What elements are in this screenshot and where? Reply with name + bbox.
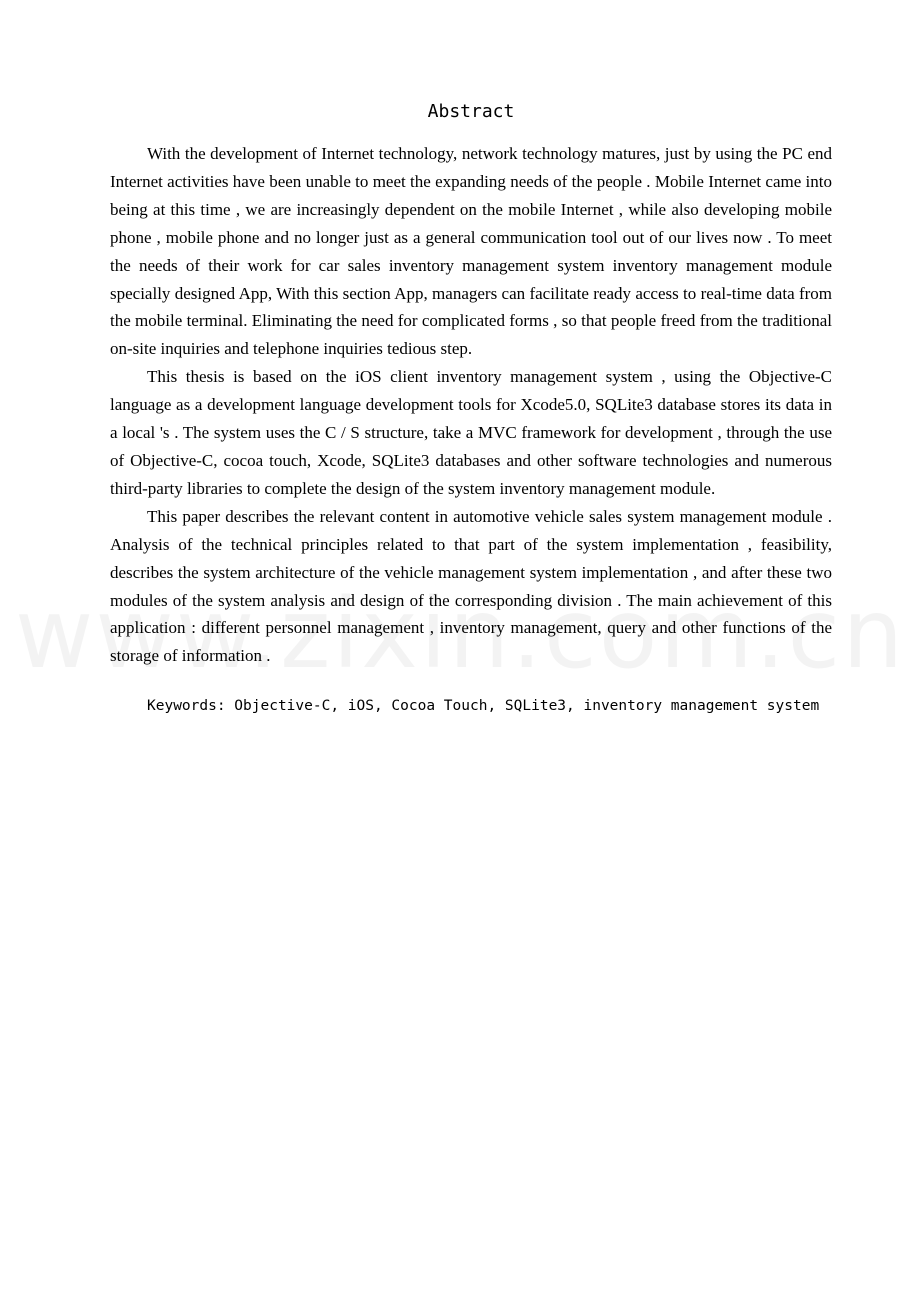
- abstract-title: Abstract: [427, 101, 515, 122]
- keywords-line: Keywords: Objective-C, iOS, Cocoa Touch, SQLite3, inventory management system: [147, 698, 820, 715]
- abstract-paragraph-2: This thesis is based on the iOS client inventory management system , using the Objective-C language as a development language development tools for Xcode5.0, SQLite3 database stores its data in a local 's . The system uses the C / S structure, take a MVC framework for development , through the use of Objective-C, cocoa touch, Xcode, SQLite3 databases and other software technologies and numerous third-party libraries to complete the design of the system inventory management module.: [110, 367, 832, 498]
- abstract-paragraph-3: This paper describes the relevant content in automotive vehicle sales system management module . Analysis of the technical principles related to that part of the system implementation , feasibility, describes the system architecture of the vehicle management system implementation , and after these two modules of the system analysis and design of the corresponding division . The main achievement of this application : different personnel management , inventory management, query and other functions of the storage of information .: [110, 506, 832, 666]
- abstract-section: [110, 98, 832, 720]
- abstract-paragraph-1: With the development of Internet technology, network technology matures, just by using the PC end Internet activities have been unable to meet the expanding needs of the people . Mobile Internet came into being at this time , we are increasingly dependent on the mobile Internet , while also developing mobile phone , mobile phone and no longer just as a general communication tool out of our lives now . To meet the needs of their work for car sales inventory management system inventory management module specially designed App, With this section App, managers can facilitate ready access to real-time data from the mobile terminal. Eliminating the need for complicated forms , so that people freed from the traditional on-site inquiries and telephone inquiries tedious step.: [110, 144, 832, 359]
